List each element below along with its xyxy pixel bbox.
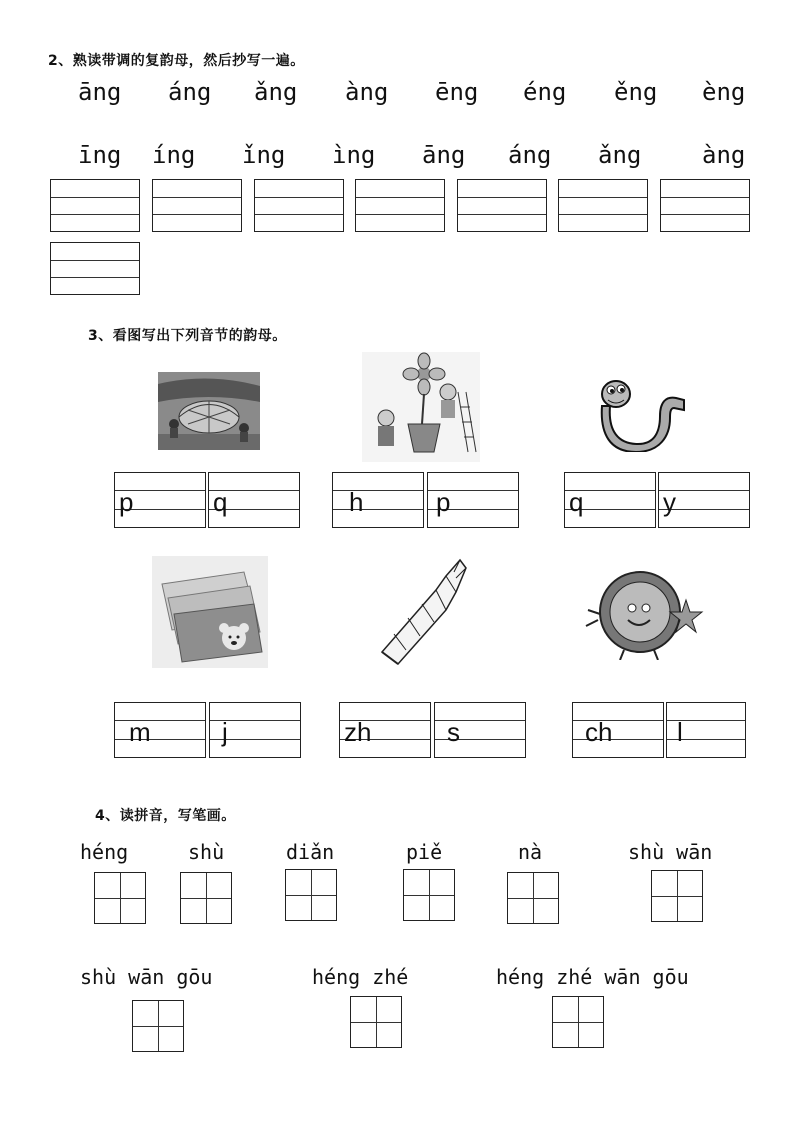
initial-letter: h (349, 487, 364, 517)
letter-lines-box[interactable] (332, 472, 424, 528)
initial-letter: s (447, 717, 460, 747)
letter-lines-box[interactable] (209, 702, 301, 758)
flower-and-kids-picture (362, 352, 480, 462)
writing-lines-box[interactable] (558, 179, 648, 232)
pinyin-row2-5: āng (422, 141, 466, 169)
kids-playground-picture (158, 372, 260, 450)
letter-lines-box[interactable] (564, 472, 656, 528)
initial-letter: p (436, 487, 451, 517)
pinyin-row1-1: āng (78, 78, 122, 106)
tianzige-box[interactable] (350, 996, 402, 1048)
initial-letter: ch (585, 717, 613, 747)
pinyin-row1-7: ěng (614, 78, 658, 106)
towels-picture (152, 556, 268, 668)
pinyin-row1-6: éng (523, 78, 567, 106)
pinyin-row1-4: àng (345, 78, 389, 106)
writing-lines-box[interactable] (152, 179, 242, 232)
stroke-pinyin: héng (80, 840, 129, 864)
tianzige-box[interactable] (94, 872, 146, 924)
section-3-title: 3、看图写出下列音节的韵母。 (88, 328, 287, 344)
stroke-pinyin: shù wān gōu (80, 965, 213, 989)
initial-letter: y (663, 487, 676, 517)
pinyin-row2-4: ìng (332, 141, 376, 169)
tianzige-box[interactable] (651, 870, 703, 922)
writing-lines-box[interactable] (50, 179, 140, 232)
tianzige-box[interactable] (552, 996, 604, 1048)
letter-lines-box[interactable] (114, 702, 206, 758)
letter-lines-box[interactable] (572, 702, 664, 758)
stroke-pinyin: shù (188, 840, 225, 864)
pinyin-row2-8: àng (702, 141, 746, 169)
writing-lines-box[interactable] (457, 179, 547, 232)
letter-lines-box[interactable] (666, 702, 746, 758)
stroke-pinyin: nà (518, 840, 543, 864)
stroke-pinyin: shù wān (628, 840, 713, 864)
tianzige-box[interactable] (132, 1000, 184, 1052)
letter-lines-box[interactable] (114, 472, 206, 528)
pinyin-row2-7: ǎng (598, 141, 642, 169)
initial-letter: zh (344, 717, 372, 747)
letter-lines-box[interactable] (434, 702, 526, 758)
initial-letter: l (677, 717, 683, 747)
worm-picture (600, 376, 690, 452)
pinyin-row1-2: áng (168, 78, 212, 106)
tianzige-box[interactable] (285, 869, 337, 921)
letter-lines-box[interactable] (339, 702, 431, 758)
writing-lines-box[interactable] (660, 179, 750, 232)
tianzige-box[interactable] (403, 869, 455, 921)
bamboo-shoot-picture (376, 556, 468, 666)
pinyin-row2-1: īng (78, 141, 122, 169)
stroke-pinyin: piě (406, 840, 443, 864)
initial-letter: q (213, 487, 228, 517)
initial-letter: q (569, 487, 584, 517)
stroke-pinyin: héng zhé (312, 965, 409, 989)
pinyin-row1-5: ēng (435, 78, 479, 106)
big-wheel-picture (584, 570, 710, 660)
letter-lines-box[interactable] (427, 472, 519, 528)
tianzige-box[interactable] (507, 872, 559, 924)
writing-lines-box[interactable] (355, 179, 445, 232)
pinyin-row1-3: ǎng (254, 78, 298, 106)
pinyin-row2-6: áng (508, 141, 552, 169)
section-4-title: 4、读拼音，写笔画。 (95, 808, 236, 824)
writing-lines-box[interactable] (50, 242, 140, 295)
pinyin-row2-3: ǐng (242, 141, 286, 169)
initial-letter: j (222, 717, 228, 747)
letter-lines-box[interactable] (658, 472, 750, 528)
stroke-pinyin: diǎn (286, 840, 335, 864)
writing-lines-box[interactable] (254, 179, 344, 232)
initial-letter: m (129, 717, 151, 747)
initial-letter: p (119, 487, 134, 517)
stroke-pinyin: héng zhé wān gōu (496, 965, 689, 989)
pinyin-row1-8: èng (702, 78, 746, 106)
section-2-title: 2、熟读带调的复韵母，然后抄写一遍。 (48, 53, 305, 69)
tianzige-box[interactable] (180, 872, 232, 924)
pinyin-row2-2: íng (152, 141, 196, 169)
letter-lines-box[interactable] (208, 472, 300, 528)
